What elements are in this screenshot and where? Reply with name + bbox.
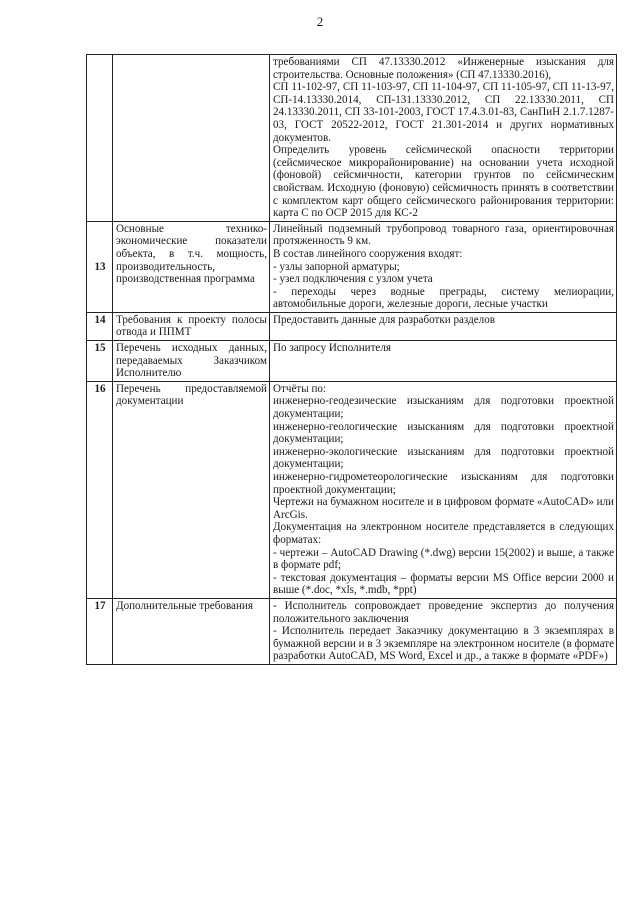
row-number: 16 [87,381,113,598]
row-number: 13 [87,221,113,312]
value-paragraph: - Исполнитель сопровождает проведение экспертиз до получения положительного заключения [273,599,614,625]
value-paragraph: Чертежи на бумажном носителе и в цифровом формате «AutoCAD» или ArcGis. [273,496,614,521]
value-paragraph: - Исполнитель передает Заказчику документацию в 3 экземплярах в бумажной версии и в 3 экземпляре на электронном носителе (в формате разработки AutoCAD, MS Word, Excel и др., а также в формате «PDF») [273,625,614,663]
row-parameter-value [270,598,617,664]
row-number: 14 [87,312,113,340]
row-number: 15 [87,341,113,382]
value-paragraph: В состав линейного сооружения входят: [273,247,463,260]
row-parameter-value [270,55,617,222]
value-paragraph: - чертежи – AutoCAD Drawing (*.dwg) версии 15(2002) и выше, а также в формате pdf; [273,546,614,572]
value-paragraph: - текстовая документация – форматы версии MS Office версии 2000 и выше (*.doc, *xls, *.mdb, *ppt) [273,571,614,597]
value-paragraph: Документация на электронном носителе представляется в следующих форматах: [273,521,614,546]
value-paragraph: - переходы через водные преграды, систему мелиорации, автомобильные дороги, железные дороги, лесные участки [273,285,614,311]
value-paragraph: инженерно-геодезические изысканиям для подготовки проектной документации; [273,395,614,421]
value-paragraph: - узел подключения с узлом учета [273,273,433,286]
row-number [87,55,113,222]
value-paragraph: Определить уровень сейсмической опасности территории (сейсмическое микрорайонирование) на основании учета исходной (фоновой) сейсмичности, категории грунтов по сейсмическим свойствам. Исходную (фоновую) сейсмичность принять в соответствии с комплектом карт общего сейсмического районирования территории: карта С по ОСР 2015 для КС-2 [273,144,614,220]
row-parameter-name: Перечень предоставляемой документации [113,381,270,598]
value-paragraph: - узлы запорной арматуры; [273,260,400,273]
table-row [87,55,617,222]
value-paragraph: инженерно-геологические изысканиям для подготовки проектной документации; [273,420,614,446]
value-paragraph: По запросу Исполнителя [273,342,391,355]
value-paragraph: Отчёты по: [273,382,327,395]
row-parameter-name: Основные технико-экономические показатели объекта, в т.ч. мощность, производительность, производственная программа [113,221,270,312]
row-parameter-name: Перечень исходных данных, передаваемых Заказчиком Исполнителю [113,341,270,382]
value-paragraph: СП 11-102-97, СП 11-103-97, СП 11-104-97, СП 11-105-97, СП 11-13-97, СП-14.13330.2014, СП-131.13330.2012, СП 22.13330.2011, СП 24.13330.2011, СП 33-101-2003, ГОСТ 17.4.3.01-83, СанПиН 2.1.7.1287-03, ГОСТ 20522-2012, ГОСТ 21.301-2014 и других нормативных документов. [273,81,614,144]
row-parameter-value [270,341,617,382]
table-row [87,221,617,312]
row-parameter-value [270,312,617,340]
table-row [87,341,617,382]
table-row [87,381,617,598]
row-number: 17 [87,598,113,664]
row-parameter-value [270,381,617,598]
row-parameter-name: Требования к проекту полосы отвода и ППМТ [113,312,270,340]
page-number: 2 [316,14,324,29]
value-paragraph: инженерно-экологические изысканиям для подготовки проектной документации; [273,445,614,471]
table-row [87,598,617,664]
row-parameter-name: Дополнительные требования [113,598,270,664]
row-parameter-value [270,221,617,312]
value-paragraph: инженерно-гидрометеорологические изысканиям для подготовки проектной документации; [273,471,614,496]
value-paragraph: Линейный подземный трубопровод товарного газа, ориентировочная протяженность 9 км. [273,222,614,248]
value-paragraph: Предоставить данные для разработки разделов [273,313,495,326]
table-row [87,312,617,340]
value-paragraph: требованиями СП 47.13330.2012 «Инженерные изыскания для строительства. Основные положения» (СП 47.13330.2016), [273,56,614,81]
row-parameter-name [113,55,270,222]
requirements-table [86,54,617,665]
